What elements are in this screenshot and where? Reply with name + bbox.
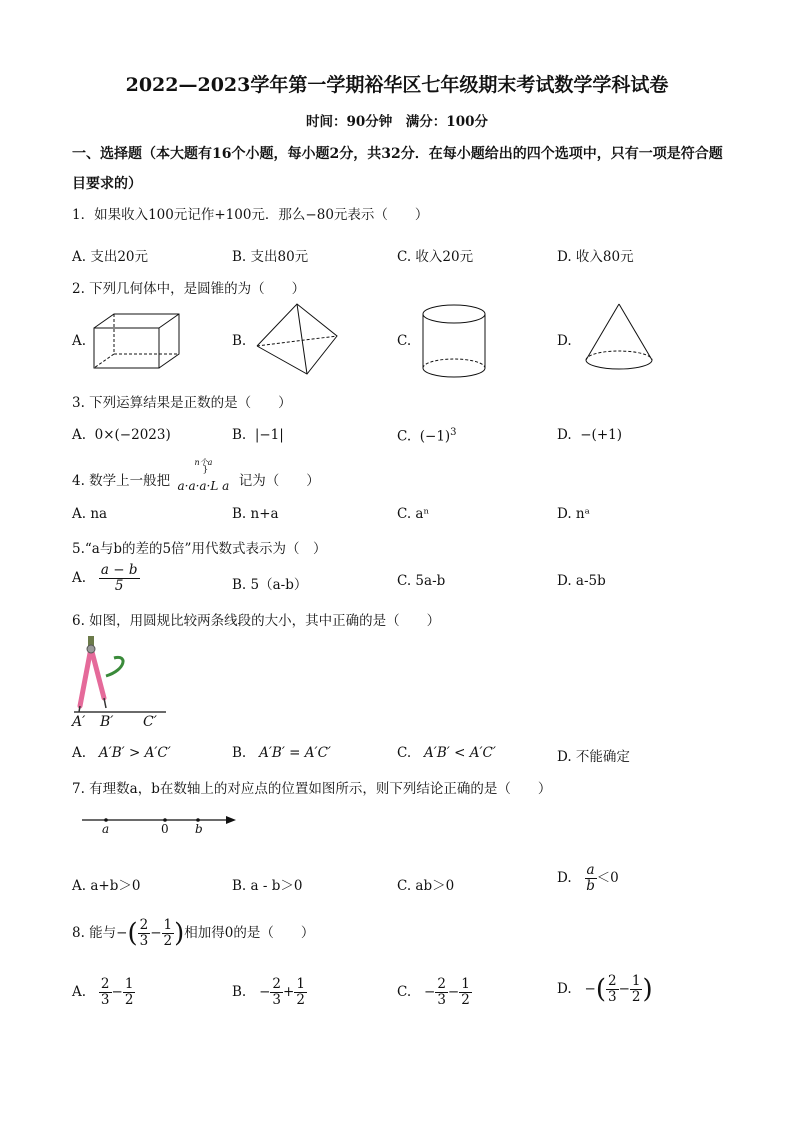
frac-num: 2	[100, 976, 110, 992]
q4-expr: a·a·a·L a	[177, 479, 230, 493]
frac-num: 2	[607, 973, 617, 989]
frac	[606, 974, 619, 1005]
frac-den: 3	[139, 932, 149, 949]
q6-letter-a: A.	[72, 745, 87, 761]
q4-option-b: B. n+a	[232, 506, 279, 522]
axis-label-zero: 0	[161, 822, 169, 836]
frac-num: 1	[163, 917, 173, 933]
frac-den: 2	[631, 988, 641, 1005]
q4-option-a: A. na	[72, 506, 108, 522]
q1-option-a: A. 支出20元	[72, 249, 149, 265]
q6-letter-c: C.	[397, 745, 412, 761]
q8-option-c	[397, 977, 472, 1008]
page-title: 2022—2023学年第一学期裕华区七年级期末考试数学学科试卷	[125, 74, 669, 96]
q3-option-d	[557, 427, 622, 443]
paren-left: (	[595, 974, 606, 1005]
frac-den: 2	[163, 932, 173, 949]
q5-letter-a: A.	[72, 569, 87, 586]
frac	[123, 977, 136, 1008]
minus-sign: −	[584, 980, 596, 997]
q3-letter-a: A.	[72, 427, 87, 443]
question-8-stem	[72, 918, 314, 949]
q3-exponent: 3	[450, 427, 457, 438]
frac	[435, 977, 448, 1008]
q5-option-b: B. 5（a-b）	[232, 577, 308, 593]
frac	[99, 977, 112, 1008]
axis-label-b: b	[195, 822, 203, 836]
frac-num: 1	[461, 976, 470, 992]
q3-letter-d: D.	[557, 427, 572, 443]
pyramid-figure	[255, 302, 345, 382]
q6-letter-b: B.	[232, 745, 247, 761]
q6-expr-b: A′B′ = A′C′	[259, 745, 331, 761]
frac-den: 3	[100, 991, 110, 1008]
paren-right: )	[174, 918, 185, 949]
minus-sign: −	[424, 983, 436, 1000]
frac	[630, 974, 643, 1005]
question-6-stem: 6. 如图，用圆规比较两条线段的大小，其中正确的是（ ）	[72, 613, 441, 629]
q8-stem-post: 相加得0的是（ ）	[184, 924, 315, 941]
question-4-stem	[72, 458, 320, 493]
q6-option-d: D. 不能确定	[557, 749, 630, 765]
plus-sign: +	[283, 983, 295, 1000]
minus-sign: −	[116, 924, 128, 941]
q8-letter-a: A.	[72, 983, 87, 1000]
q6-option-a	[72, 745, 171, 761]
q1-option-b: B. 支出80元	[232, 249, 309, 265]
q7-relation: ＜0	[596, 869, 619, 886]
q3-expr-a: 0×(−2023)	[94, 427, 171, 443]
question-7-stem: 7. 有理数a，b在数轴上的对应点的位置如图所示，则下列结论正确的是（ ）	[72, 781, 552, 797]
q7-option-a: A. a+b＞0	[72, 878, 141, 894]
q8-letter-b: B.	[232, 983, 247, 1000]
point-label-c: C′	[143, 714, 157, 730]
q2-option-a: A.	[72, 333, 87, 349]
q7-option-d	[557, 863, 619, 894]
q8-stem-frac-1	[138, 918, 151, 949]
frac-den: 2	[296, 991, 305, 1008]
q8-stem-frac-2	[162, 918, 175, 949]
q8-option-a	[72, 977, 135, 1008]
q2-option-c: C.	[397, 333, 412, 349]
section-heading: 一、选择题（本大题有16个小题，每小题2分，共32分．在每小题给出的四个选项中，只有一项是符合题目要求的）	[72, 146, 723, 192]
q4-option-d: D. nᵃ	[557, 506, 590, 522]
q3-expr-d: −(+1)	[580, 427, 622, 443]
frac-num: 1	[296, 976, 305, 992]
q3-expr-c: (−1)	[419, 428, 451, 445]
q5-frac-den: 5	[114, 577, 124, 594]
q5-option-a	[72, 563, 140, 594]
q1-option-d: D. 收入80元	[557, 249, 634, 265]
q6-expr-c: A′B′ < A′C′	[424, 745, 496, 761]
minus-sign: −	[447, 983, 460, 1000]
q2-option-b: B.	[232, 333, 247, 349]
point-label-b: B′	[100, 714, 114, 730]
q8-option-d	[557, 974, 653, 1005]
q4-brace-label: n个a	[194, 458, 213, 467]
q7-option-c: C. ab＞0	[397, 878, 455, 894]
q4-option-c: C. aⁿ	[397, 506, 430, 522]
frac-den: 3	[437, 991, 446, 1008]
q4-brace: }	[202, 465, 209, 475]
frac-num: 1	[124, 976, 134, 992]
q5-option-d: D. a-5b	[557, 573, 606, 589]
q7-fraction	[585, 863, 597, 894]
frac-den: 2	[124, 991, 134, 1008]
q5-frac-num: a − b	[100, 562, 138, 578]
cylinder-figure	[422, 304, 492, 380]
q7-option-b: B. a - b＞0	[232, 878, 303, 894]
frac-den: 3	[272, 991, 281, 1008]
q7-frac-den: b	[586, 877, 595, 894]
frac-num: 1	[631, 973, 641, 989]
q8-letter-c: C.	[397, 983, 412, 1000]
q5-option-c: C. 5a-b	[397, 573, 446, 589]
q1-option-c: C. 收入20元	[397, 249, 474, 265]
question-5-stem: 5.“a与b的差的5倍”用代数式表示为（ ）	[72, 541, 327, 557]
q6-expr-a: A′B′ > A′C′	[98, 745, 171, 761]
question-3-stem: 3. 下列运算结果是正数的是（ ）	[72, 395, 292, 411]
axis-label-a: a	[102, 822, 110, 836]
q8-option-b	[232, 977, 307, 1008]
q7-frac-num: a	[586, 862, 595, 878]
paren-left: (	[127, 918, 138, 949]
q7-letter-d: D.	[557, 869, 572, 886]
compass-figure	[70, 636, 170, 716]
frac-den: 2	[461, 991, 470, 1008]
question-2-stem: 2. 下列几何体中，是圆锥的为（ ）	[72, 281, 306, 297]
q6-option-c	[397, 745, 496, 761]
exam-info: 时间：90分钟 满分：100分	[306, 114, 488, 130]
q5-fraction	[99, 563, 140, 594]
q3-letter-b: B.	[232, 427, 247, 443]
minus-sign: −	[111, 983, 123, 1000]
q6-option-b	[232, 745, 331, 761]
frac-den: 3	[607, 988, 617, 1005]
minus-sign: −	[150, 924, 162, 941]
point-label-a: A′	[72, 714, 86, 730]
minus-sign: −	[259, 983, 271, 1000]
frac	[270, 977, 283, 1008]
q3-option-c	[397, 427, 457, 445]
q8-letter-d: D.	[557, 980, 572, 997]
q3-letter-c: C.	[397, 428, 412, 445]
q4-product-expression	[174, 458, 234, 493]
frac	[459, 977, 472, 1008]
q4-stem-post: 记为（ ）	[238, 473, 320, 489]
q4-stem-pre: 4. 数学上一般把	[72, 473, 171, 489]
paren-right: )	[642, 974, 653, 1005]
minus-sign: −	[618, 980, 630, 997]
cone-figure	[584, 302, 656, 378]
question-1-stem: 1．如果收入100元记作+100元．那么−80元表示（ ）	[72, 207, 429, 223]
frac-num: 2	[139, 917, 149, 933]
q3-option-b	[232, 427, 284, 443]
q3-expr-b: |−1|	[254, 427, 284, 443]
cuboid-figure	[92, 308, 192, 378]
frac-num: 2	[437, 976, 446, 992]
q3-option-a	[72, 427, 171, 443]
q2-option-d: D.	[557, 333, 572, 349]
q8-stem-pre: 8. 能与	[72, 924, 117, 941]
frac-num: 2	[272, 976, 281, 992]
frac	[294, 977, 307, 1008]
